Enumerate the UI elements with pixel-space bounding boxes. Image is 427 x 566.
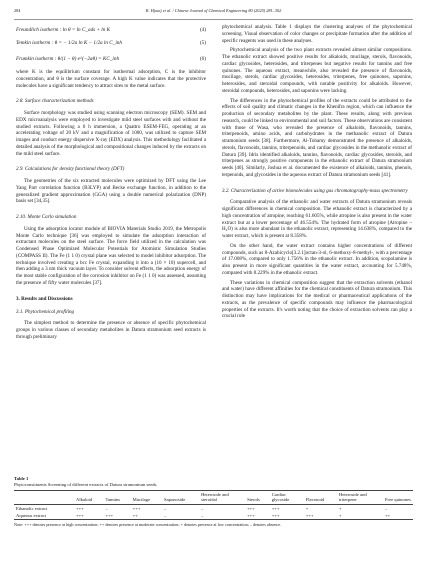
section-3-1-text: The simplest method to determine the presence or absence of specific phytochemical groups in various classes of secondary metabolites in Datura stramonium seed extracts is through preliminary <box>16 320 206 340</box>
table-header-cell: Heteroside and steroidal <box>199 491 245 504</box>
table-header-cell: Alkaloid <box>74 491 104 504</box>
table-cell: Ethanolic extract <box>16 505 48 511</box>
table-header-cell: Cardiac glycoside <box>270 491 304 504</box>
section-2-8-title: 2.8. Surface characterization methods <box>16 98 94 105</box>
table-cell: +++ <box>247 513 255 518</box>
journal-citation: K. Hjouij et al. / Chinese Journal of Chemical Engineering 80 (2025) 281–302 <box>145 8 282 13</box>
equation-5-expression: Temkin isotherm : θ = − 1/2a ln K − 1/2a ln C_inh <box>16 40 122 46</box>
table-header-cell: Flavonoid <box>304 491 337 504</box>
header-rule <box>14 19 413 20</box>
equation-4 <box>16 24 206 37</box>
table-row <box>14 504 413 512</box>
table-cell: +++ <box>305 513 314 518</box>
section-2-10-text: Using the adsorption locator module of BIOVIA Materials Studio 2019, the Metropolis Monte Carlo technique [36] was employed to simulate the adsorption interaction of extractant molecules on the steel surface. The force field utilized in the calculation was Condensed Phase Optimized Molecular Potentials for Atomistic Simulation Studies (COMPASS II). The Fe (1 1 0) crystal plane was selected to model inhibitor adsorption. The technique involved creating a bcc Fe crystal, expanding it into a (10 × 10) supercell, and then adding a 3 nm thick vacuum layer. To consider solvent effects, the adsorption energy of the most stable configuration of the corrosion inhibitor on Fe (1 1 0) was assessed, assuming the presence of fifty water molecules [37]. <box>16 225 206 286</box>
table-cell: – <box>105 505 108 511</box>
table-cell: +++ <box>76 505 84 511</box>
table-cell: – <box>164 513 167 518</box>
table-cell: – <box>385 505 388 511</box>
table-cell: + <box>339 513 342 518</box>
table-cell: +++ <box>76 513 84 518</box>
table-cell: +++ <box>247 505 255 511</box>
table-caption-text: Phytoconstituents Screening of different extracts of Datura stramonium seeds. <box>14 481 158 487</box>
equation-5-number: (5) <box>199 40 206 46</box>
table-row <box>14 512 413 520</box>
equation-explanation: where K is the equilibrium constant for isothermal adsorption, C is the inhibitor concentration, and θ is the surface coverage. A high K value indicates that the protective molecules have a significant tendency to attract sites to the metal surface. <box>16 69 206 89</box>
paragraph-composition: Phytochemical analysis of the two plant extracts revealed almost similar compositions. The ethanolic extract showed positive results for alkaloids, mucilage, sterols, flavonoids, cardiac glycosides, heterosides, and triterpenes but negative results for tannins and free quinones. The aqueous extract, meanwhile, also revealed the presence of flavonoids, mucilage, sterols, cardiac glycosides, heterosides, triterpenes, free quinones, saponins, heterosides, and steroidal compounds, with notable positivity for alkaloids. However, steroidal compounds, heterosides, and saponins were lacking. <box>222 47 412 94</box>
section-2-9-text: The geometries of the six extracted molecules were optimized by DFT using the Lee Yang Parr correlation function (B3LYP) and Becke exchange function, in addition to the generalized gradient approximation (GGA) using a double numerical polarization (DNP) basis set [34,35]. <box>16 178 206 205</box>
equation-6 <box>16 50 206 69</box>
table-1 <box>14 476 413 527</box>
right-column <box>222 24 412 323</box>
table-cell: Aqueous extract <box>16 513 46 518</box>
table-header-cell: Saponoside <box>162 491 199 504</box>
phytochemical-table <box>14 490 413 520</box>
section-2-9-title: 2.9. Calculations for density functional theory (DFT) <box>16 166 125 173</box>
table-cell: +++ <box>271 505 280 511</box>
paragraph-comparative: Comparative analysis of the ethanolic and water extracts of Datura stramonium reveals significant differences in chemical composition. The ethanolic extract is characterized by a high concentration of atropine, reaching 61.605%, while atropine is also present in the water extract but at a lower percentage of 46.554%. The hydrated form of atropine (Atropine – H₂O) is also more abundant in the ethanolic extract, representing 14.638%, compared to the water extract, which is present at 8.358%. <box>222 199 412 239</box>
table-header-cell: Heteroside and triterpene <box>337 491 383 504</box>
table-note: Note: +++ denotes presence at high concentration; ++ denotes presence at moderate concentration; + denotes presence at low concentration; – denotes absence. <box>14 522 282 528</box>
equation-4-number: (4) <box>199 27 206 33</box>
table-cell: +++ <box>132 505 141 511</box>
section-3-2-title: 3.2. Characterization of active biomolecules using gas chromatography-mass spectrometry <box>222 187 408 194</box>
table-header-cell <box>14 491 74 504</box>
table-header-cell: Free quinones <box>383 491 413 504</box>
table-caption <box>14 476 413 487</box>
table-cell: +++ <box>271 513 280 518</box>
section-2-8-text: Surface morphology was studied using scanning electron microscopy (SEM). SEM and EDX microanalysis were employed to investigate mild steel surfaces with and without the studied extracts. Following a 6 h immersion, a Quattro ESEM-FEG, operating at an accelerating voltage of 20 kV and a magnification of 1000, was utilized to capture SEM images and conduct energy dispersive X-ray (EDX) analysis. This methodology facilitated a detailed analysis of the morphological and compositional changes induced by the extracts on the mild steel surface. <box>16 110 206 157</box>
paragraph-variations: These variations in chemical composition suggest that the extraction solvents (ethanol and water) have different affinities for the chemical constituents of Datura stramonium. This distinction may have implications for the medical or pharmaceutical applications of the extracts, as the prevalence of specific compounds may influence the pharmacological properties of the extracts. It's worth noting that the choice of extraction solvents can play a crucial role <box>222 279 412 320</box>
table-header-cell: Sterols <box>245 491 270 504</box>
table-header-cell: Tannins <box>104 491 131 504</box>
table-cell: +++ <box>105 513 114 518</box>
table-header-cell: Mucilage <box>131 491 162 504</box>
table-cell: + <box>305 505 309 511</box>
table-cell: ++ <box>385 513 391 518</box>
equation-5 <box>16 37 206 50</box>
equation-6-number: (6) <box>199 56 206 62</box>
table-cell: – <box>201 513 204 518</box>
table-label: Table 1 <box>14 476 29 481</box>
left-column <box>16 24 206 343</box>
paragraph-water-extract: On the other hand, the water extract contains higher concentrations of different compounds, such as 8-Azabicyclo[3.2.1]octan-3-ol, 6-methoxy-8-methyl-, with a percentage of 17.008%, compared to only 1.756% in the ethanolic extract. In addition, scopolamine is also present in more significant quantities in the water extract, accounting for 5.748%, compared with 8.229% in the ethanolic extract. <box>222 242 412 276</box>
paragraph-differences: The differences in the phytochemical profiles of the extracts could be attributed to the effects of soil quality and climatic changes in the Khenifra region, which can influence the production of secondary metabolites by the plant. These results, along with previous research, could be linked to environmental and soil factors. These observations are consistent with those of Wasa, who revealed the presence of alkaloids, flavonoids, tannins, triterpenoids, amino acids, and carbohydrates in the methanolic extract of Datura stramonium seeds [38]. Furthermore, Al-Tohamy demonstrated the presence of alkaloids, sterols, flavonoids, tannins, triterpenoids, and cardiac glycosides in the methanolic extract of Datura [39]. Idris identified alkaloids, tannins, flavonoids, cardiac glycosides, steroids, and triterpenes as strongly positive components in the ethanolic extract of Datura stramonium seeds [40]. Similarly, Joshua et al. documented the existence of alkaloids, tannins, phenols, terpenoids, and glycosides in the aqueous extract of Datura stramonium seeds [41]. <box>222 97 413 178</box>
section-3-1-title: 3.1. Phytochemical profiling <box>16 309 75 316</box>
page-number: 284 <box>14 8 21 13</box>
equation-4-expression: Freundlich isotherm : ln θ = ln C_ads + ln K <box>16 27 111 33</box>
section-2-10-title: 2.10. Monte Carlo simulation <box>16 214 77 220</box>
equation-6-expression: Frumkin isotherm : θ/(1 − θ) e^(−2aθ) = KC_inh <box>16 56 120 62</box>
table-cell: – <box>164 505 167 511</box>
table-header-row <box>14 491 413 504</box>
paragraph-continued: phytochemical analysis. Table 1 displays the clustering analyses of the phytochemical screening. Visual observation of color changes or precipitate formation after the addition of specific reagents was used in these analyses. <box>222 24 412 44</box>
table-cell: + <box>339 505 342 511</box>
section-3-title: 3. Results and Discussions <box>16 295 73 302</box>
running-header <box>14 8 413 18</box>
table-cell: ++ <box>132 513 138 518</box>
table-cell: – <box>201 505 204 511</box>
